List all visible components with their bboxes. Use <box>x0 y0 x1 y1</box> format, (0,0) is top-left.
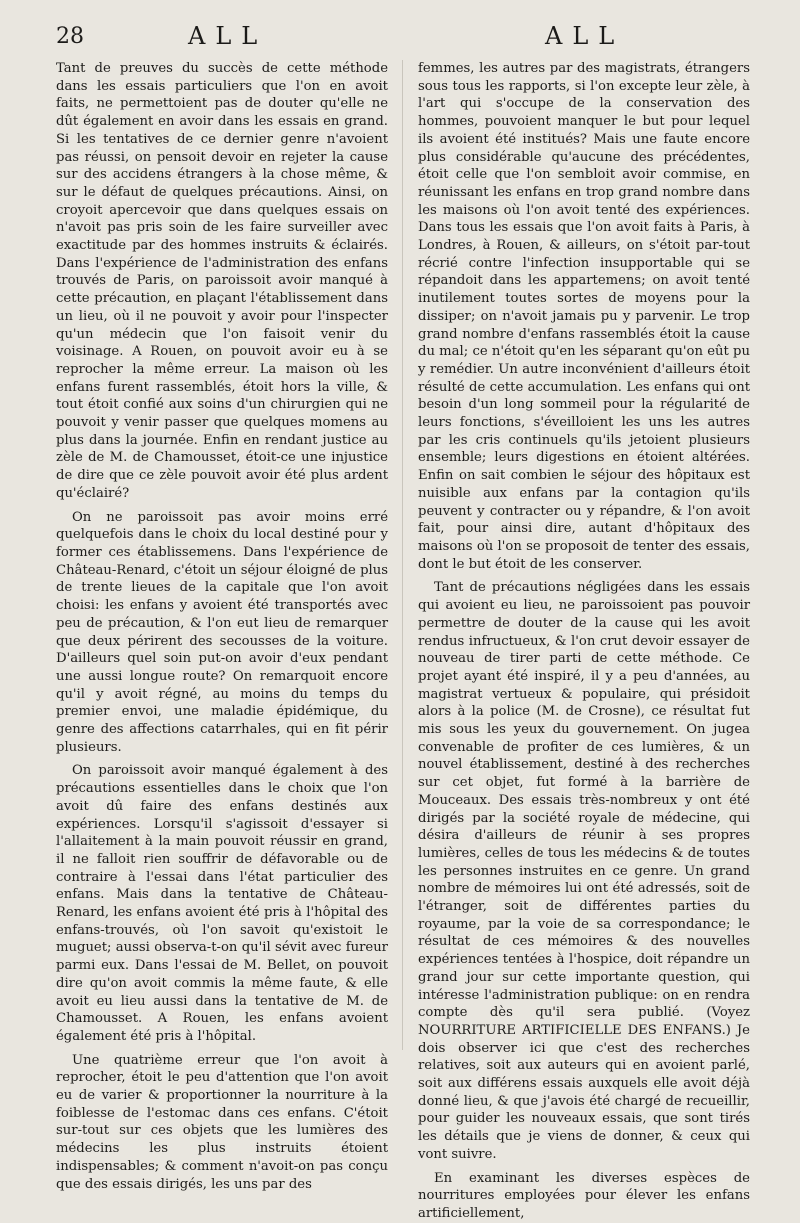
paragraph: En examinant les diverses espèces de nourritures employées pour élever les enfans artificiellement, <box>418 1170 750 1221</box>
running-head-right: ALL <box>545 22 625 50</box>
paragraph: Tant de précautions négligées dans les essais qui avoient eu lieu, ne paroissoient pas pouvoir permettre de douter de la cause qui les avoit rendus infructueux, & l'on crut devoir essayer de nouveau de tirer parti de cette méthode. Ce projet ayant été inspiré, il y a peu d'années, au magistrat vertueux & populaire, qui présidoit alors à la police (M. de Crosne), ce résultat fut mis sous les yeux du gouvernement. On jugea convenable de profiter de ces lumières, & un nouvel établissement, destiné à des recherches sur cet objet, fut formé à la barrière de Mouceaux. Des essais très-nombreux y ont été dirigés par la société royale de médecine, qui désira d'ailleurs de réunir à ses propres lumières, celles de tous les médecins & de toutes les personnes instruites en ce genre. Un grand nombre de mémoires lui ont été adressés, soit de l'étranger, soit de différentes parties du royaume, par la voie de sa correspondance; le résultat de ces mémoires & des nouvelles expériences tentées à l'hospice, doit répandre un grand jour sur cette importante question, qui intéresse l'administration publique: on en rendra compte dès qu'il sera publié. (Voyez NOURRITURE ARTIFICIELLE DES ENFANS.) Je dois observer ici que c'est des recherches relatives, soit aux auteurs qui en avoient parlé, soit aux différens essais auxquels elle avoit déjà donné lieu, & que j'avois été chargé de recueillir, pour guider les nouveaux essais, que sont tirés les détails que je viens de donner, & ceux qui vont suivre. <box>418 580 750 1162</box>
paragraph: Une quatrième erreur que l'on avoit à reprocher, étoit le peu d'attention que l'on avoit eu de varier & proportionner la nourriture à la foiblesse de l'estomac dans ces enfans. C'étoit sur-tout sur ces objets que les lumières des médecins les plus instruits étoient indispensables; & comment n'avoit-on pas conçu que des essais dirigés, les uns par des <box>56 1052 388 1192</box>
left-column <box>56 60 388 1192</box>
column-divider <box>402 60 403 1050</box>
paragraph: femmes, les autres par des magistrats, étrangers sous tous les rapports, si l'on excepte leur zèle, à l'art qui s'occupe de la conservation des hommes, pouvoient manquer le but pour lequel ils avoient été institués? Mais une faute encore plus considérable qu'aucune des précédentes, étoit celle que l'on sembloit avoir commise, en réunissant les enfans en trop grand nombre dans les maisons où l'on avoit tenté des expériences. Dans tous les essais que l'on avoit faits à Paris, à Londres, à Rouen, & ailleurs, on s'étoit par-tout récrié contre l'infection insupportable qui se répandoit dans les appartemens; on avoit tenté inutilement toutes sortes de moyens pour la dissiper; on n'avoit jamais pu y parvenir. Le trop grand nombre d'enfans rassemblés étoit la cause du mal; ce n'étoit qu'en les séparant qu'on eût pu y remédier. Un autre inconvénient d'ailleurs étoit résulté de cette accumulation. Les enfans qui ont besoin d'un long sommeil pour la régularité de leurs fonctions, s'éveilloient les uns les autres par les cris continuels qu'ils jetoient plusieurs ensemble; leurs digestions en étoient altérées. Enfin on sait combien le séjour des hôpitaux est nuisible aux enfans par la contagion qu'ils peuvent y contracter ou y répandre, & l'on avoit fait, pour ainsi dire, autant d'hôpitaux des maisons où l'on se proposoit de tenter des essais, dont le but étoit de les conserver. <box>418 61 750 572</box>
running-head-left: ALL <box>188 22 268 50</box>
page-number: 28 <box>56 24 84 49</box>
page-header <box>0 22 800 56</box>
paragraph: On ne paroissoit pas avoir moins erré quelquefois dans le choix du local destiné pour y former ces établissemens. Dans l'expérience de Château-Renard, c'étoit un séjour éloigné de plus de trente lieues de la capitale que l'on avoit choisi: les enfans y avoient été transportés avec peu de précaution, & l'on eut lieu de remarquer que deux périrent des secousses de la voiture. D'ailleurs quel soin put-on avoir d'eux pendant une aussi longue route? On remarquoit encore qu'il y avoit régné, au moins du temps du premier envoi, une maladie épidémique, du genre des affections catarrhales, qui en fit périr plusieurs. <box>56 509 388 755</box>
paragraph: Tant de preuves du succès de cette méthode dans les essais particuliers que l'on en avoit faits, ne permettoient pas de douter qu'elle ne dût également en avoir dans les essais en grand. Si les tentatives de ce dernier genre n'avoient pas réussi, on pensoit devoir en rejeter la cause sur des accidens étrangers à la chose même, & sur le défaut de quelques précautions. Ainsi, on croyoit apercevoir que dans quelques essais on n'avoit pas pris soin de les faire surveiller avec exactitude par des hommes instruits & éclairés. Dans l'expérience de l'administration des enfans trouvés de Paris, on paroissoit avoir manqué à cette précaution, en plaçant l'établissement dans un lieu, où il ne pouvoit y avoir pour l'inspecter qu'un médecin que l'on faisoit venir du voisinage. A Rouen, on pouvoit avoir eu à se reprocher la même erreur. La maison où les enfans furent rassemblés, étoit hors la ville, & tout étoit confié aux soins d'un chirurgien qui ne pouvoit y venir passer que quelques momens au plus dans la journée. Enfin en rendant justice au zèle de M. de Chamousset, étoit-ce une injustice de dire que ce zèle pouvoit avoir été plus ardent qu'éclairé? <box>56 61 388 501</box>
paragraph: On paroissoit avoir manqué également à des précautions essentielles dans le choix que l'on avoit dû faire des enfans destinés aux expériences. Lorsqu'il s'agissoit d'essayer si l'allaitement à la main pouvoit réussir en grand, il ne falloit rien souffrir de défavorable ou de contraire à l'essai dans l'état particulier des enfans. Mais dans la tentative de Château-Renard, les enfans avoient été pris à l'hôpital des enfans-trouvés, où l'on savoit qu'existoit le muguet; aussi observa-t-on qu'il sévit avec fureur parmi eux. Dans l'essai de M. Bellet, on pouvoit dire qu'on avoit commis la même faute, & elle avoit eu lieu aussi dans la tentative de M. de Chamousset. A Rouen, les enfans avoient également été pris à l'hôpital. <box>56 763 388 1044</box>
right-column <box>418 60 750 1221</box>
